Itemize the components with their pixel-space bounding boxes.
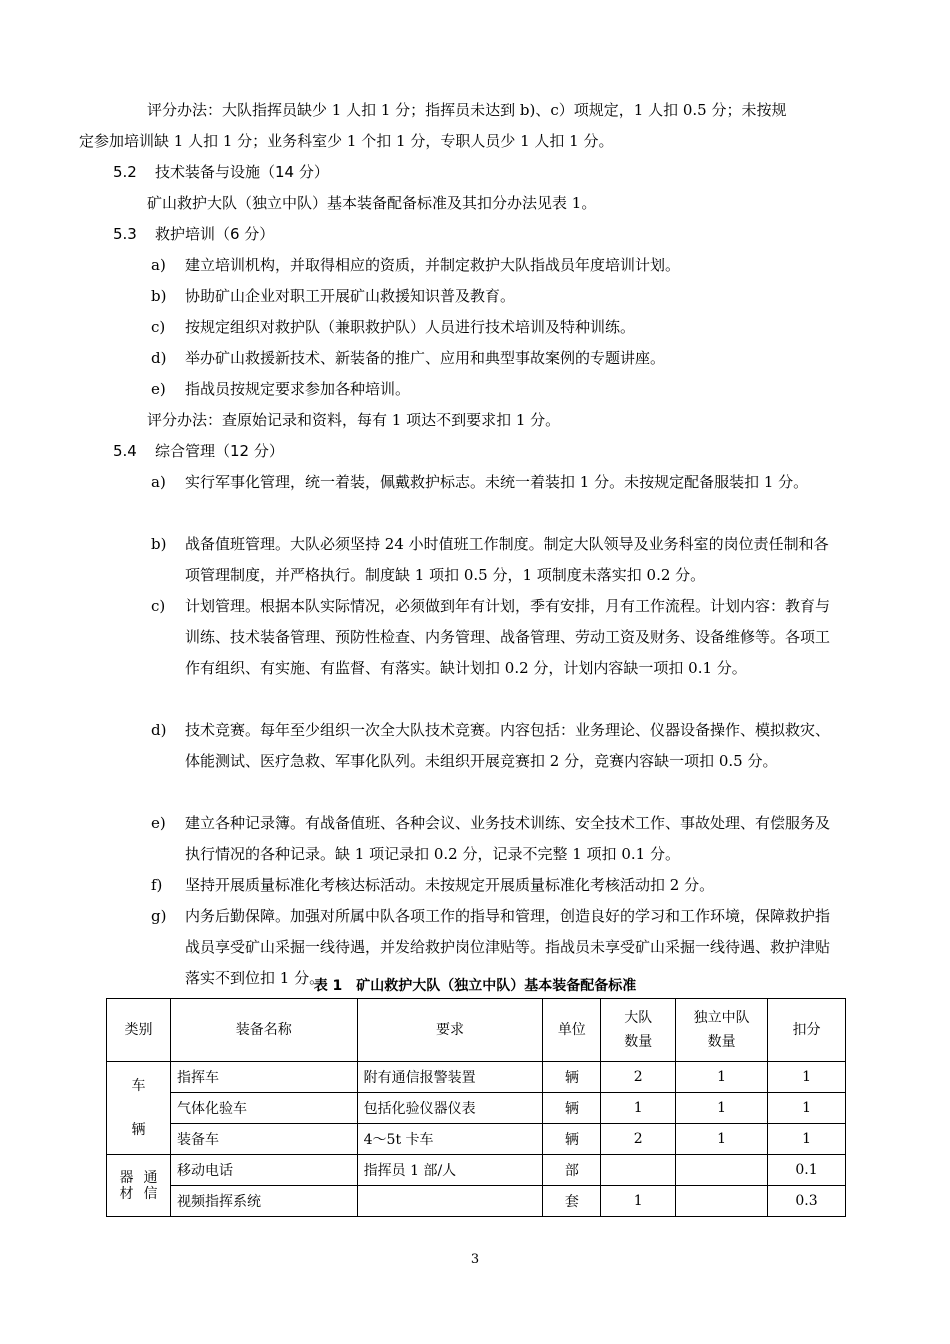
item-text: 协助矿山企业对职工开展矿山救援知识普及教育。 bbox=[185, 287, 516, 305]
item-text: 计划管理。根据本队实际情况，必须做到年有计划，季有安排，月有工作流程。计划内容：教育与训练、技术装备管理、预防性检查、内务管理、战备管理、劳动工资及财务、设备维修等。各项工作有组织、有实施、有监督、有落实。缺计划扣 0.2 分，计划内容缺一项扣 0.1 分。 bbox=[185, 597, 831, 677]
header-line: 独立中队 bbox=[693, 1010, 750, 1026]
list-item bbox=[151, 870, 839, 901]
squad-qty: 1 bbox=[676, 1062, 768, 1093]
item-marker: c) bbox=[151, 597, 166, 615]
list-item bbox=[151, 591, 839, 684]
header-name: 装备名称 bbox=[170, 999, 357, 1062]
item-marker: b) bbox=[151, 287, 167, 305]
equipment-name: 装备车 bbox=[170, 1124, 357, 1155]
item-marker: f) bbox=[151, 876, 163, 894]
list-item bbox=[151, 529, 839, 591]
equipment-requirement: 包括化验仪器仪表 bbox=[357, 1093, 543, 1124]
table-row bbox=[107, 1124, 846, 1155]
header-category: 类别 bbox=[107, 999, 171, 1062]
section-heading-5-4 bbox=[113, 436, 838, 467]
item-text: 坚持开展质量标准化考核达标活动。未按规定开展质量标准化考核活动扣 2 分。 bbox=[185, 876, 715, 894]
header-brigade-qty bbox=[601, 999, 676, 1062]
header-line: 数量 bbox=[624, 1034, 653, 1050]
brigade-qty: 2 bbox=[601, 1124, 676, 1155]
section-heading-5-2 bbox=[113, 157, 838, 188]
category-comm-cell bbox=[107, 1155, 171, 1217]
table-row bbox=[107, 1093, 846, 1124]
deduct-value: 0.3 bbox=[768, 1186, 846, 1217]
equipment-unit: 部 bbox=[543, 1155, 601, 1186]
brigade-qty bbox=[601, 1155, 676, 1186]
page-number: 3 bbox=[470, 1252, 480, 1267]
category-char: 通 bbox=[143, 1169, 158, 1186]
section-number: 5.3 bbox=[113, 225, 137, 243]
list-item bbox=[151, 715, 839, 777]
item-text: 举办矿山救援新技术、新装备的推广、应用和典型事故案例的专题讲座。 bbox=[185, 349, 666, 367]
section-number: 5.2 bbox=[113, 163, 137, 181]
squad-qty: 1 bbox=[676, 1124, 768, 1155]
scoring-line: 评分办法：大队指挥员缺少 1 人扣 1 分；指挥员未达到 b)、c）项规定，1 人扣 0.5 分；未按规 bbox=[147, 101, 787, 119]
category-char: 器 bbox=[119, 1169, 134, 1186]
equipment-name: 指挥车 bbox=[170, 1062, 357, 1093]
deduct-value: 1 bbox=[768, 1093, 846, 1124]
equipment-name: 移动电话 bbox=[170, 1155, 357, 1186]
header-squad-qty bbox=[676, 999, 768, 1062]
equipment-requirement bbox=[357, 1186, 543, 1217]
item-text: 内务后勤保障。加强对所属中队各项工作的指导和管理，创造良好的学习和工作环境，保障救护指战员享受矿山采掘一线待遇，并发给救护岗位津贴等。指战员未享受矿山采掘一线待遇、救护津贴落实不到位扣 1 分。 bbox=[185, 907, 831, 987]
list-item bbox=[151, 312, 839, 343]
category-char: 信 bbox=[143, 1185, 158, 1202]
item-marker: a) bbox=[151, 473, 166, 491]
category-column bbox=[118, 1170, 134, 1202]
header-line: 数量 bbox=[707, 1034, 736, 1050]
brigade-qty: 2 bbox=[601, 1062, 676, 1093]
item-text: 指战员按规定要求参加各种培训。 bbox=[185, 380, 411, 398]
deduct-value: 1 bbox=[768, 1062, 846, 1093]
squad-qty: 1 bbox=[676, 1093, 768, 1124]
table-row bbox=[107, 1186, 846, 1217]
item-marker: d) bbox=[151, 721, 167, 739]
item-marker: g) bbox=[151, 907, 167, 925]
header-line: 大队 bbox=[624, 1010, 653, 1026]
category-char: 车 bbox=[131, 1078, 146, 1094]
equipment-requirement: 指挥员 1 部/人 bbox=[357, 1155, 543, 1186]
list-item bbox=[151, 374, 839, 405]
deduct-value: 0.1 bbox=[768, 1155, 846, 1186]
section-text: 矿山救护大队（独立中队）基本装备配备标准及其扣分办法见表 1。 bbox=[147, 194, 597, 212]
scoring-line: 定参加培训缺 1 人扣 1 分；业务科室少 1 个扣 1 分，专职人员少 1 人扣 1 分。 bbox=[79, 132, 614, 150]
equipment-name: 气体化验车 bbox=[170, 1093, 357, 1124]
table-header-row bbox=[107, 999, 846, 1062]
item-marker: e) bbox=[151, 814, 166, 832]
brigade-qty: 1 bbox=[601, 1186, 676, 1217]
category-column bbox=[142, 1170, 158, 1202]
list-item bbox=[151, 467, 839, 498]
equipment-unit: 辆 bbox=[543, 1124, 601, 1155]
list-item bbox=[151, 343, 839, 374]
list-item bbox=[151, 281, 839, 312]
item-marker: e) bbox=[151, 380, 166, 398]
deduct-value: 1 bbox=[768, 1124, 846, 1155]
section-title: 综合管理（12 分） bbox=[155, 442, 284, 460]
category-char: 辆 bbox=[131, 1122, 146, 1138]
section-number: 5.4 bbox=[113, 442, 137, 460]
item-marker: b) bbox=[151, 535, 167, 553]
list-item bbox=[151, 250, 839, 281]
squad-qty bbox=[676, 1186, 768, 1217]
table-caption: 表 1 矿山救护大队（独立中队）基本装备配备标准 bbox=[313, 978, 637, 994]
category-char: 材 bbox=[119, 1185, 134, 1202]
item-marker: a) bbox=[151, 256, 166, 274]
section-heading-5-3 bbox=[113, 219, 838, 250]
table-row bbox=[107, 1062, 846, 1093]
table-row bbox=[107, 1155, 846, 1186]
item-marker: c) bbox=[151, 318, 166, 336]
category-vehicle-cell bbox=[107, 1062, 171, 1155]
section-title: 技术装备与设施（14 分） bbox=[155, 163, 329, 181]
brigade-qty: 1 bbox=[601, 1093, 676, 1124]
header-deduct: 扣分 bbox=[768, 999, 846, 1062]
list-item bbox=[151, 808, 839, 870]
equipment-unit: 辆 bbox=[543, 1062, 601, 1093]
section-title: 救护培训（6 分） bbox=[155, 225, 275, 243]
item-text: 建立培训机构，并取得相应的资质，并制定救护大队指战员年度培训计划。 bbox=[185, 256, 681, 274]
equipment-requirement: 附有通信报警装置 bbox=[357, 1062, 543, 1093]
header-unit: 单位 bbox=[543, 999, 601, 1062]
equipment-table bbox=[106, 998, 846, 1217]
item-marker: d) bbox=[151, 349, 167, 367]
squad-qty bbox=[676, 1155, 768, 1186]
item-text: 按规定组织对救护队（兼职救护队）人员进行技术培训及特种训练。 bbox=[185, 318, 636, 336]
item-text: 建立各种记录簿。有战备值班、各种会议、业务技术训练、安全技术工作、事故处理、有偿服务及执行情况的各种记录。缺 1 项记录扣 0.2 分，记录不完整 1 项扣 0.1 分。 bbox=[185, 814, 831, 863]
header-requirement: 要求 bbox=[357, 999, 543, 1062]
item-text: 技术竞赛。每年至少组织一次全大队技术竞赛。内容包括：业务理论、仪器设备操作、模拟救灾、体能测试、医疗急救、军事化队列。未组织开展竞赛扣 2 分，竞赛内容缺一项扣 0.5 分。 bbox=[185, 721, 831, 770]
equipment-unit: 套 bbox=[543, 1186, 601, 1217]
item-text: 战备值班管理。大队必须坚持 24 小时值班工作制度。制定大队领导及业务科室的岗位责任制和各项管理制度，并严格执行。制度缺 1 项扣 0.5 分，1 项制度未落实扣 0.2 分。 bbox=[185, 535, 829, 584]
equipment-name: 视频指挥系统 bbox=[170, 1186, 357, 1217]
scoring-paragraph bbox=[79, 95, 838, 157]
item-text: 实行军事化管理，统一着装，佩戴救护标志。未统一着装扣 1 分。未按规定配备服装扣 1 分。 bbox=[185, 473, 809, 491]
scoring-paragraph: 评分办法：查原始记录和资料，每有 1 项达不到要求扣 1 分。 bbox=[147, 411, 561, 429]
equipment-requirement: 4～5t 卡车 bbox=[357, 1124, 543, 1155]
category-comm-vertical bbox=[107, 1170, 170, 1202]
equipment-unit: 辆 bbox=[543, 1093, 601, 1124]
